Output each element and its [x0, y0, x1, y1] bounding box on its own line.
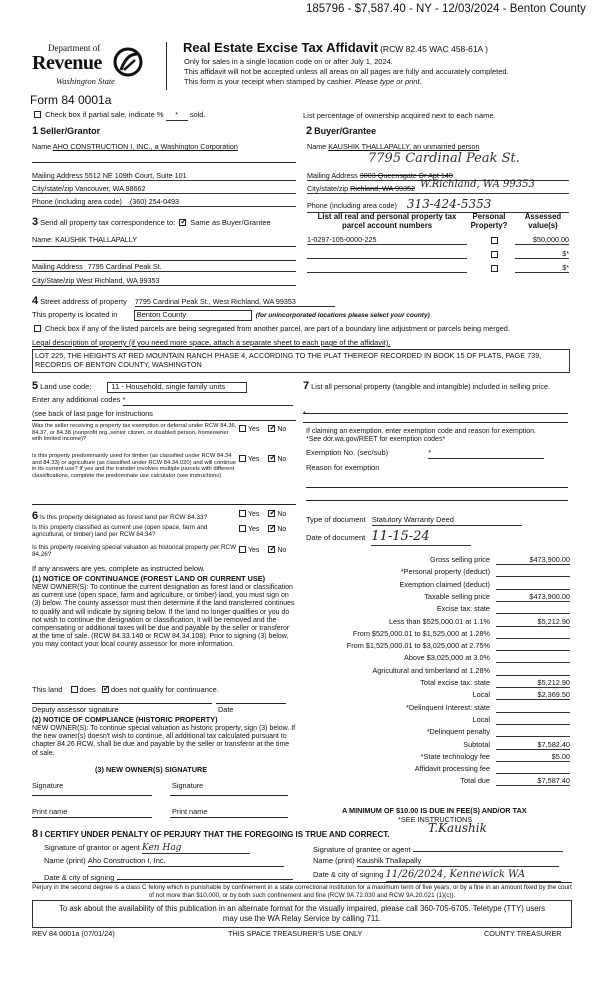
grantor-name-label: Name (print) — [44, 856, 86, 865]
personal-line-2 — [303, 422, 568, 423]
deputy-sig-label: Deputy assessor signature — [32, 705, 119, 714]
grantee-sig-label: Signature of grantee or agent — [313, 845, 411, 854]
see-back: (see back of last page for instructions — [32, 409, 153, 418]
partial-sale-sold: sold. — [189, 110, 206, 119]
dor-logo-icon — [113, 46, 143, 78]
s6q2-yes-label: Yes — [248, 526, 260, 533]
land-use-select[interactable]: 11 - Household, single family units — [107, 382, 247, 393]
s6q1-yesno — [237, 510, 286, 519]
tax-row-label: From $525,000.01 to $1,525,000 at 1.28% — [352, 628, 490, 638]
sig3-line-b — [170, 795, 288, 796]
grantor-sig-row — [44, 843, 250, 854]
parcel-personal-checkbox[interactable] — [491, 265, 498, 272]
s6q3-no-label: No — [277, 547, 287, 554]
same-as-buyer-checkbox[interactable] — [179, 219, 186, 226]
seller-city-value[interactable]: Vancouver, WA 98662 — [75, 184, 146, 193]
seller-city-label: City/state/zip — [32, 184, 74, 193]
deputy-date-line — [216, 703, 286, 704]
personal-list-value[interactable] — [303, 410, 306, 418]
tax-row-label: From $1,525,000.01 to $3,025,000 at 2.75% — [346, 641, 490, 651]
alt-format-box: To ask about the availability of this publication in an alternate format for the visually impaired, please call 360-705-6705. Teletype (TTY) users may use the WA Relay Service by calling 711. — [32, 900, 572, 928]
tax-row-value[interactable] — [496, 704, 570, 713]
q1-no-checkbox[interactable] — [268, 425, 275, 432]
grantee-date-value[interactable]: 11/26/2024, Kennewick WA — [386, 869, 561, 882]
tax-row-value[interactable] — [496, 728, 570, 737]
corr-addr-row — [32, 263, 296, 272]
doc-date-row — [306, 530, 471, 546]
segregated-label: Check box if any of the listed parcels are being segregated from another parcel, are part of a boundary line adjustment or parcels being merged. — [45, 324, 510, 333]
tax-row-label: Affidavit processing fee — [414, 764, 490, 774]
current-use-question: Is this property classified as current use (open space, farm and agricultural, or timber) land per RCW 84.34? — [32, 524, 208, 539]
parcel-row — [307, 264, 569, 276]
tax-row-value[interactable] — [496, 716, 570, 725]
tax-row-label: Gross selling price — [429, 555, 490, 564]
buyer-city-typed[interactable]: Richland, WA 99352 — [350, 184, 416, 193]
buyer-city-handwritten: W.Richland, WA 99353 — [420, 179, 535, 190]
tax-row-label: Local — [472, 714, 490, 724]
grantee-signature[interactable] — [413, 843, 563, 852]
q1-yesno — [237, 425, 286, 434]
tax-row-value[interactable] — [496, 568, 570, 577]
rev-number: REV 84 0001a (07/01/24) — [32, 929, 115, 938]
seller-name-value[interactable]: AHO CONSTRUCTION I, INC., a Washington Corporation — [52, 142, 238, 151]
qualify-row — [32, 686, 219, 695]
seller-phone-value[interactable]: (360) 254-0493 — [129, 197, 180, 206]
seller-name-row — [32, 143, 296, 151]
dor-logo — [30, 40, 170, 90]
sig3-title: (3) NEW OWNER(S) SIGNATURE — [95, 765, 208, 774]
tax-row-value[interactable] — [496, 765, 570, 774]
perjury-note: Perjury in the second degree is a class C felony which is punishable by confinement in a state correctional institution for a maximum term of five years, or by a fine in an amount fixed by the court of not more than $10,000, or by both such confinement and fine (RCW 9A.72.030 and RCW 9A.20.021 (1)(c)). — [32, 884, 572, 899]
does-label: does — [79, 685, 96, 694]
reason-line-1 — [306, 487, 568, 488]
personal-list-label: List all personal property (tangible and intangible) included in selling price. — [311, 382, 551, 391]
street-label: Street address of property — [40, 297, 127, 306]
deputy-line — [32, 703, 212, 704]
located-row — [32, 310, 430, 321]
q2-yesno — [237, 455, 286, 464]
doc-type-row — [306, 516, 522, 526]
buyer-phone-handwritten[interactable]: 313-424-5353 — [406, 197, 492, 211]
land-use-label: Land use code: — [40, 382, 92, 391]
s6q2-yes-checkbox[interactable] — [239, 525, 246, 532]
tax-row-value[interactable]: $7,582.40 — [496, 741, 570, 750]
does-qualify-checkbox[interactable] — [71, 686, 78, 693]
segregated-checkbox[interactable] — [34, 325, 41, 332]
notice1-title: (1) NOTICE OF CONTINUANCE (FOREST LAND OR CURRENT USE) — [32, 574, 266, 583]
tax-row-label: Local — [472, 690, 490, 700]
buyer-addr-label: Mailing Address — [307, 171, 358, 180]
partial-sale-row — [32, 111, 206, 121]
parcel-number[interactable] — [307, 264, 467, 273]
recording-stamp: 185796 - $7,587.40 - NY - 12/03/2024 - Benton County — [306, 3, 586, 15]
notice1-text: NEW OWNER(S): To continue the current designation as forest land or classification as current use (open space, farm and agriculture, or timber) land, you must sign on (3) below. The county assessor must then determine if the land transferred continues to qualify and will indicate by signing below. If the land no longer qualifies or you do not wish to continue the designation or classification, it will be removed and the compensating or additional taxes will be due and payable by the seller or transferor at the time of sale. (RCW 84.33.140 or RCW 84.34.108). Prior to signing (3) below, you may contact your local county assessor for more information. — [32, 584, 295, 649]
s6q2-no-checkbox[interactable] — [268, 525, 275, 532]
partial-sale-percent[interactable]: * — [166, 111, 188, 121]
print-line-b — [170, 817, 288, 818]
street-value[interactable]: 7795 Cardinal Peak St., West Richland, WA 99353 — [135, 298, 335, 307]
timber-question: Is this property predominantly used for timber (as classified under RCW 84.34 and 84.33) or agriculture (as classified under RCW 84.34.020) and will continue in its current use? If yes and the transfer involves multiple parcels with different classifications, complete the predominate use calculator (see instructions) — [32, 453, 236, 479]
tax-row-label: Total excise tax: state — [420, 678, 490, 687]
s6q3-yesno — [237, 546, 286, 555]
grantor-name-value[interactable]: Aho Construction I, Inc. — [88, 857, 284, 867]
form-title-ref: (RCW 82.45 WAC 458-61A ) — [380, 44, 488, 54]
corr-name-row — [32, 236, 296, 244]
tax-row-label: Above $3,025,000 at 3.0% — [403, 653, 490, 663]
county-treasurer: COUNTY TREASURER — [484, 929, 562, 938]
dept-of-text: Department of — [48, 43, 101, 53]
add-codes-value[interactable]: * — [123, 396, 293, 406]
corr-line-b — [32, 260, 296, 261]
same-as-buyer-label: Same as Buyer/Grantee — [190, 218, 271, 227]
tax-row-value[interactable] — [496, 642, 570, 651]
tax-row — [300, 777, 570, 789]
grantor-date-value[interactable] — [117, 871, 293, 880]
certify-text: I CERTIFY UNDER PENALTY OF PERJURY THAT THE FOREGOING IS TRUE AND CORRECT. — [40, 830, 390, 839]
doc-date-value[interactable]: 11-15-24 — [371, 530, 471, 546]
ownership-note: List percentage of ownership acquired next to each name. — [303, 111, 496, 120]
parcel-personal-checkbox[interactable] — [491, 237, 498, 244]
parcel-number[interactable]: 1-0297-105-0000-225 — [307, 236, 467, 245]
doc-type-value[interactable]: Statutory Warranty Deed — [372, 516, 522, 526]
grantee-name-row — [313, 857, 559, 867]
s6q1-no-label: No — [277, 511, 287, 518]
grantee-sig-row — [313, 843, 563, 855]
tax-row-label: Exemption claimed (deduct) — [399, 579, 490, 589]
tax-row-value[interactable] — [496, 630, 570, 639]
partial-sale-label: Check box if partial sale, indicate % — [45, 110, 164, 119]
tax-row-label: *Delinquent Interest: state — [406, 702, 490, 712]
header-line-3-italic: Please type or print. — [354, 77, 422, 86]
parcel-header-list: List all real and personal property tax parcel account numbers — [317, 212, 457, 230]
buyer-heading: 2 Buyer/Grantee — [306, 125, 377, 137]
tax-row — [300, 605, 570, 617]
exempt-no-value[interactable]: * — [428, 449, 544, 459]
grantor-sig-label: Signature of grantor or agent — [44, 843, 140, 852]
tax-row-label: *State technology fee — [420, 751, 490, 761]
add-codes-row — [32, 396, 293, 406]
does-not-qualify-checkbox[interactable] — [102, 686, 109, 693]
tax-row — [300, 741, 570, 753]
q2-yes-label: Yes — [248, 456, 260, 463]
s6q2-no-label: No — [277, 526, 287, 533]
sec5-bottom — [32, 504, 296, 505]
notice2-text: NEW OWNER(S): To continue special valuation as historic property, sign (3) below. If the new owner(s) doesn't wish to continue, all additional tax calculated pursuant to chapter 84.26 RCW, shall be due and payable by the seller or transferor at the time of sale. — [32, 725, 296, 757]
grantee-name-value[interactable]: Kaushik Thallapally — [357, 857, 559, 867]
seller-phone-label: Phone (including area code) — [32, 197, 122, 206]
tax-row — [300, 691, 570, 703]
seller-phone-row — [32, 198, 296, 207]
parcel-value[interactable]: $50,000.00 — [515, 236, 569, 245]
signature-label-a: Signature — [32, 781, 64, 790]
add-codes-label: Enter any additional codes — [32, 395, 121, 404]
corr-city-value[interactable]: West Richland, WA 99353 — [76, 276, 160, 285]
seller-name-line2 — [32, 162, 296, 163]
s6q3-yes-checkbox[interactable] — [239, 546, 246, 553]
forest-question-text: Is this property designated as forest land per RCW 84.33? — [39, 514, 208, 521]
forest-question: 6 Is this property designated as forest land per RCW 84.33? — [32, 510, 208, 522]
tax-row-value[interactable]: $7,587.40 — [496, 777, 570, 786]
tax-row-value[interactable]: $2,369.50 — [496, 691, 570, 700]
doc-date-label: Date of document — [306, 533, 366, 542]
s6q3-yes-label: Yes — [248, 547, 260, 554]
tax-row — [300, 704, 570, 716]
seller-addr-row — [32, 172, 296, 181]
segregated-row — [32, 325, 510, 333]
parcel-personal-checkbox[interactable] — [491, 251, 498, 258]
tax-row-value[interactable]: $473,900.00 — [496, 593, 570, 602]
sig3-line-a — [32, 795, 152, 796]
q2-no-checkbox[interactable] — [268, 455, 275, 462]
footer-divider — [32, 882, 572, 883]
deputy-date-label: Date — [218, 705, 234, 714]
tax-row-label: Agricultural and timberland at 1.28% — [372, 665, 490, 675]
parcel-header-personal: Personal Property? — [470, 212, 508, 230]
seller-heading-text: Seller/Grantor — [40, 126, 101, 136]
print-line-a — [32, 817, 152, 818]
located-label: This property is located in — [32, 310, 118, 319]
tax-row-value[interactable] — [496, 667, 570, 676]
tax-row-value[interactable] — [496, 605, 570, 614]
seller-addr-label: Mailing Address — [32, 171, 83, 180]
buyer-phone-row — [307, 198, 569, 213]
tax-row-label: Excise tax: state — [436, 604, 490, 614]
doc-type-label: Type of document — [306, 515, 366, 524]
seller-heading: 1 Seller/Grantor — [32, 125, 101, 137]
tax-row-label: *Delinquent penalty — [426, 727, 490, 737]
print-name-label-b: Print name — [172, 807, 208, 816]
parcel-value[interactable]: $* — [515, 264, 569, 273]
county-select[interactable]: Benton County — [134, 310, 252, 321]
seller-name-label: Name — [32, 142, 52, 151]
corr-city-label: City/State/zip — [32, 276, 75, 285]
partial-sale-checkbox[interactable] — [34, 111, 41, 118]
header-line-2: This affidavit will not be accepted unless all areas on all pages are fully and accurately completed. — [184, 67, 509, 76]
correspondence-row: 3 Send all property tax correspondence to: ✓ Same as Buyer/Grantee — [32, 216, 271, 229]
buyer-heading-text: Buyer/Grantee — [314, 126, 377, 136]
tax-row — [300, 728, 570, 740]
tax-row-value[interactable]: $5.00 — [496, 753, 570, 762]
exemption-question: Was the seller receiving a property tax exemption or deferral under RCW 84.36, 84.37, or 84.38 (nonprofit org.,senior citizen, or disabled person, homeowner with limited income)? — [32, 423, 237, 443]
header-line-3-text: This form is your receipt when stamped by cashier. — [184, 77, 353, 86]
form-number: Form 84 0001a — [30, 93, 112, 107]
minimum-note: A MINIMUM OF $10.00 IS DUE IN FEE(S) AND/OR TAX — [342, 806, 527, 815]
correspondence-label: Send all property tax correspondence to: — [40, 218, 176, 227]
header-divider — [166, 42, 167, 90]
tax-row — [300, 654, 570, 666]
parcel-header-assessed: Assessed value(s) — [524, 212, 562, 230]
q1-yes-checkbox[interactable] — [239, 425, 246, 432]
street-row: 4 Street address of property 7795 Cardinal Peak St., West Richland, WA 99353 — [32, 295, 335, 308]
grantee-date-row — [313, 869, 561, 882]
reason-line-2 — [306, 500, 568, 501]
seller-city-row — [32, 185, 296, 194]
s6q2-yesno — [237, 525, 286, 534]
parcel-row — [307, 250, 569, 262]
parcel-row — [307, 236, 569, 248]
buyer-name-value[interactable]: KAUSHIK THALLAPALLY, an unmarried person — [328, 142, 480, 151]
signature-label-b: Signature — [172, 781, 204, 790]
this-land-label: This land — [32, 685, 63, 694]
grantor-signature[interactable]: Ken Hag — [142, 843, 250, 854]
tax-row — [300, 765, 570, 777]
q2-no-label: No — [277, 456, 287, 463]
tax-row-label: Subtotal — [463, 739, 490, 749]
grantor-date-row — [44, 871, 293, 883]
sec5-divider — [32, 420, 296, 421]
buyer-phone-label: Phone (including area code) — [307, 201, 397, 210]
does-not-label: does not qualify for continuance. — [110, 685, 219, 694]
buyer-addr-handwritten: 7795 Cardinal Peak St. — [368, 151, 520, 166]
q1-yes-label: Yes — [248, 426, 260, 433]
form-title — [183, 41, 488, 56]
s6q1-yes-checkbox[interactable] — [239, 510, 246, 517]
grantor-date-label: Date & city of signing — [44, 873, 115, 882]
buyer-city-row — [307, 185, 569, 194]
reason-label: Reason for exemption — [306, 463, 380, 472]
notice2-title: (2) NOTICE OF COMPLIANCE (HISTORIC PROPERTY) — [32, 715, 218, 724]
any-yes-note: If any answers are yes, complete as instructed below. — [32, 564, 205, 573]
grantee-name-label: Name (print) — [313, 856, 355, 865]
tax-row-label: Less than $525,000.01 at 1.1% — [388, 616, 490, 626]
s6q1-yes-label: Yes — [248, 511, 260, 518]
corr-addr-value[interactable]: 7795 Cardinal Peak St. — [87, 262, 162, 271]
tax-row-value[interactable]: $5,212.90 — [496, 618, 570, 627]
corr-addr-label: Mailing Address — [32, 262, 83, 271]
certify-row: 8 I CERTIFY UNDER PENALTY OF PERJURY THAT THE FOREGOING IS TRUE AND CORRECT. — [32, 828, 390, 840]
parcel-number[interactable] — [307, 250, 467, 259]
exempt-no-label: Exemption No. (sec/sub) — [306, 448, 389, 457]
grantor-name-row — [44, 857, 284, 867]
print-name-label-a: Print name — [32, 807, 68, 816]
grantee-signature-hand: T.Kaushik — [428, 821, 487, 835]
form-title-text: Real Estate Excise Tax Affidavit — [183, 40, 379, 55]
corr-name-value[interactable]: KAUSHIK THALLAPALLY — [55, 235, 138, 244]
corr-line-a — [32, 246, 296, 247]
parcel-value[interactable]: $* — [515, 250, 569, 259]
tax-row — [300, 679, 570, 691]
corr-name-label: Name: — [32, 235, 54, 244]
tax-row-value[interactable]: $5,212.90 — [496, 679, 570, 688]
corr-city-row — [32, 277, 296, 286]
buyer-name-label: Name — [307, 142, 327, 151]
s6q1-no-checkbox[interactable] — [268, 510, 275, 517]
exempt-intro: If claiming an exemption, enter exemption code and reason for exemption. *See dor.wa.gov/REET for exemption codes* — [306, 428, 536, 444]
q1-no-label: No — [277, 426, 287, 433]
tax-row — [300, 568, 570, 580]
buyer-city-label: City/state/zip — [307, 184, 349, 193]
legal-description[interactable]: LOT 225, THE HEIGHTS AT RED MOUNTAIN RANCH PHASE 4, ACCORDING TO THE PLAT THEREOF RECORDED IN BOOK 15 OF PLATS, PAGE 739, RECORDS OF BENTON COUNTY, WASHINGTON — [32, 349, 570, 373]
personal-line-1 — [303, 413, 568, 414]
seller-addr-value[interactable]: 5512 NE 109th Court, Suite 101 — [84, 171, 187, 180]
header-line-3 — [184, 78, 422, 87]
tax-row-label: Total due — [460, 776, 490, 786]
exempt-no-row — [306, 449, 544, 459]
q2-yes-checkbox[interactable] — [239, 455, 246, 462]
see-instructions: *SEE INSTRUCTIONS — [398, 815, 473, 824]
tax-row-value[interactable]: $473,900.00 — [496, 556, 570, 565]
tax-row-label: Taxable selling price — [424, 591, 490, 601]
revenue-text: Revenue — [32, 52, 102, 74]
land-use-row: 5 Land use code: 11 - Household, single family units — [32, 380, 247, 393]
header-line-1: Only for sales in a single location code on or after July 1, 2024. — [184, 57, 393, 66]
located-note: (for unincorporated locations please select your county) — [255, 312, 430, 319]
grantee-date-label: Date & city of signing — [313, 870, 384, 879]
tax-row-value[interactable] — [496, 581, 570, 590]
legal-label: Legal description of property (if you need more space, attach a separate sheet to each page of the affidavit). — [32, 338, 391, 347]
personal-list: 7 List all personal property (tangible and intangible) included in selling price. — [303, 380, 551, 392]
treasurer-only: THIS SPACE TREASURER'S USE ONLY — [228, 929, 363, 938]
tax-row-value[interactable] — [496, 654, 570, 663]
historic-question: Is this property receiving special valuation as historical property per RCW 84.26? — [32, 544, 237, 559]
buyer-addr-typed[interactable]: 3003 Queensgate Dr Apt 140 — [359, 171, 453, 180]
washington-state-text: Washington State — [56, 76, 115, 86]
s6q3-no-checkbox[interactable] — [268, 546, 275, 553]
tax-row — [300, 618, 570, 630]
tax-row-label: *Personal property (deduct) — [400, 567, 490, 577]
tax-row — [300, 593, 570, 605]
